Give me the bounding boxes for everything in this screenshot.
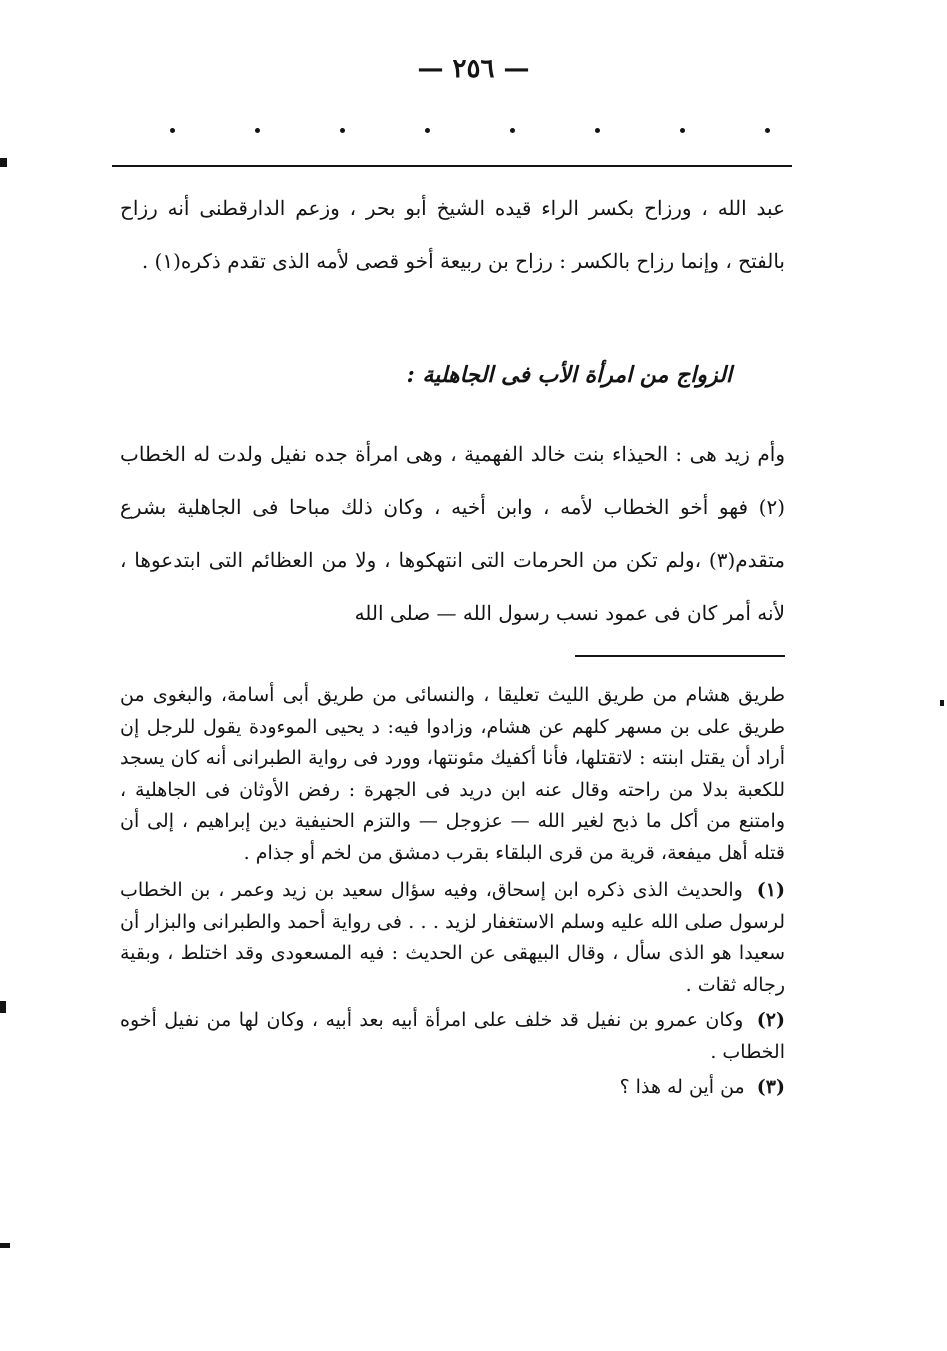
footnote-text: والحديث الذى ذكره ابن إسحاق، وفيه سؤال سعيد بن زيد وعمر ، بن الخطاب لرسول صلى الله عليه وسلم الاستغفار لزيد . . . فى رواية أحمد والطبرانى والبزار أن سعيدا هو الذى سأل ، وقال البيهقى عن الحديث : فيه المسعودى وقد اختلط ، وبقية رجاله ثقات . <box>120 879 785 996</box>
continuation-paragraph: عبد الله ، ورزاح بكسر الراء قيده الشيخ أبو بحر ، وزعم الدارقطنى أنه رزاح بالفتح ، وإنما رزاح بالكسر : رزاح بن ربيعة أخو قصى لأمه الذى تقدم ذكره(١) . <box>120 196 785 273</box>
footnote-divider <box>575 655 785 657</box>
ornament-dot <box>170 128 175 133</box>
ornament-dot <box>340 128 345 133</box>
footnote-1 <box>120 875 785 1001</box>
footnote-2 <box>120 1005 785 1068</box>
scan-edge-mark <box>0 1001 6 1013</box>
scan-edge-mark <box>0 158 7 167</box>
ornament-dots <box>170 128 770 148</box>
footnote-number: (٢) <box>756 1009 785 1031</box>
footnote-continuation: طريق هشام من طريق الليث تعليقا ، والنسائى من طريق أبى أسامة، والبغوى من طريق على بن مسهر كلهم عن هشام، وزادوا فيه: د يحيى الموءودة يقول للرجل إن أراد أن يقتل ابنته : لاتقتلها، فأنا أكفيك مئونتها، وورد فى رواية الطبرانى أنه كان يسجد للكعبة بدلا من راحته وقال عنه ابن دريد فى الجهرة : رفض الأوثان فى الجاهلية ، وامتنع من أكل ما ذبح لغير الله — عزوجل — والتزم الحنيفية دين إبراهيم ، إلى أن قتله أهل ميفعة، قرية من قرى البلقاء بقرب دمشق من لخم أو جذام . <box>120 684 785 864</box>
section-heading: الزواج من امرأة الأب فى الجاهلية : <box>406 362 732 388</box>
footnotes <box>120 680 785 1108</box>
ornament-dot <box>425 128 430 133</box>
main-paragraph: وأم زيد هى : الحيذاء بنت خالد الفهمية ، وهى امرأة جده نفيل ولدت له الخطاب (٢) فهو أخو الخطاب لأمه ، وابن أخيه ، وكان ذلك مباحا فى الجاهلية بشرع متقدم(٣) ،ولم تكن من الحرمات التى انتهكوها ، ولا من العظائم التى ابتدعوها ، لأنه أمر كان فى عمود نسب رسول الله — صلى الله <box>120 442 785 625</box>
page-number: — ٢٥٦ — <box>417 54 530 84</box>
top-divider <box>112 165 792 167</box>
footnote-text: من أين له هذا ؟ <box>619 1076 745 1098</box>
scan-edge-mark <box>940 700 944 706</box>
ornament-dot <box>765 128 770 133</box>
ornament-dot <box>255 128 260 133</box>
footnote-number: (١) <box>756 879 785 901</box>
ornament-dot <box>680 128 685 133</box>
footnote-number: (٣) <box>756 1076 785 1098</box>
ornament-dot <box>510 128 515 133</box>
scan-edge-mark <box>0 1243 10 1248</box>
footnote-3 <box>120 1072 785 1104</box>
footnote-text: وكان عمرو بن نفيل قد خلف على امرأة أبيه بعد أبيه ، وكان لها من نفيل أخوه الخطاب . <box>120 1009 785 1063</box>
ornament-dot <box>595 128 600 133</box>
